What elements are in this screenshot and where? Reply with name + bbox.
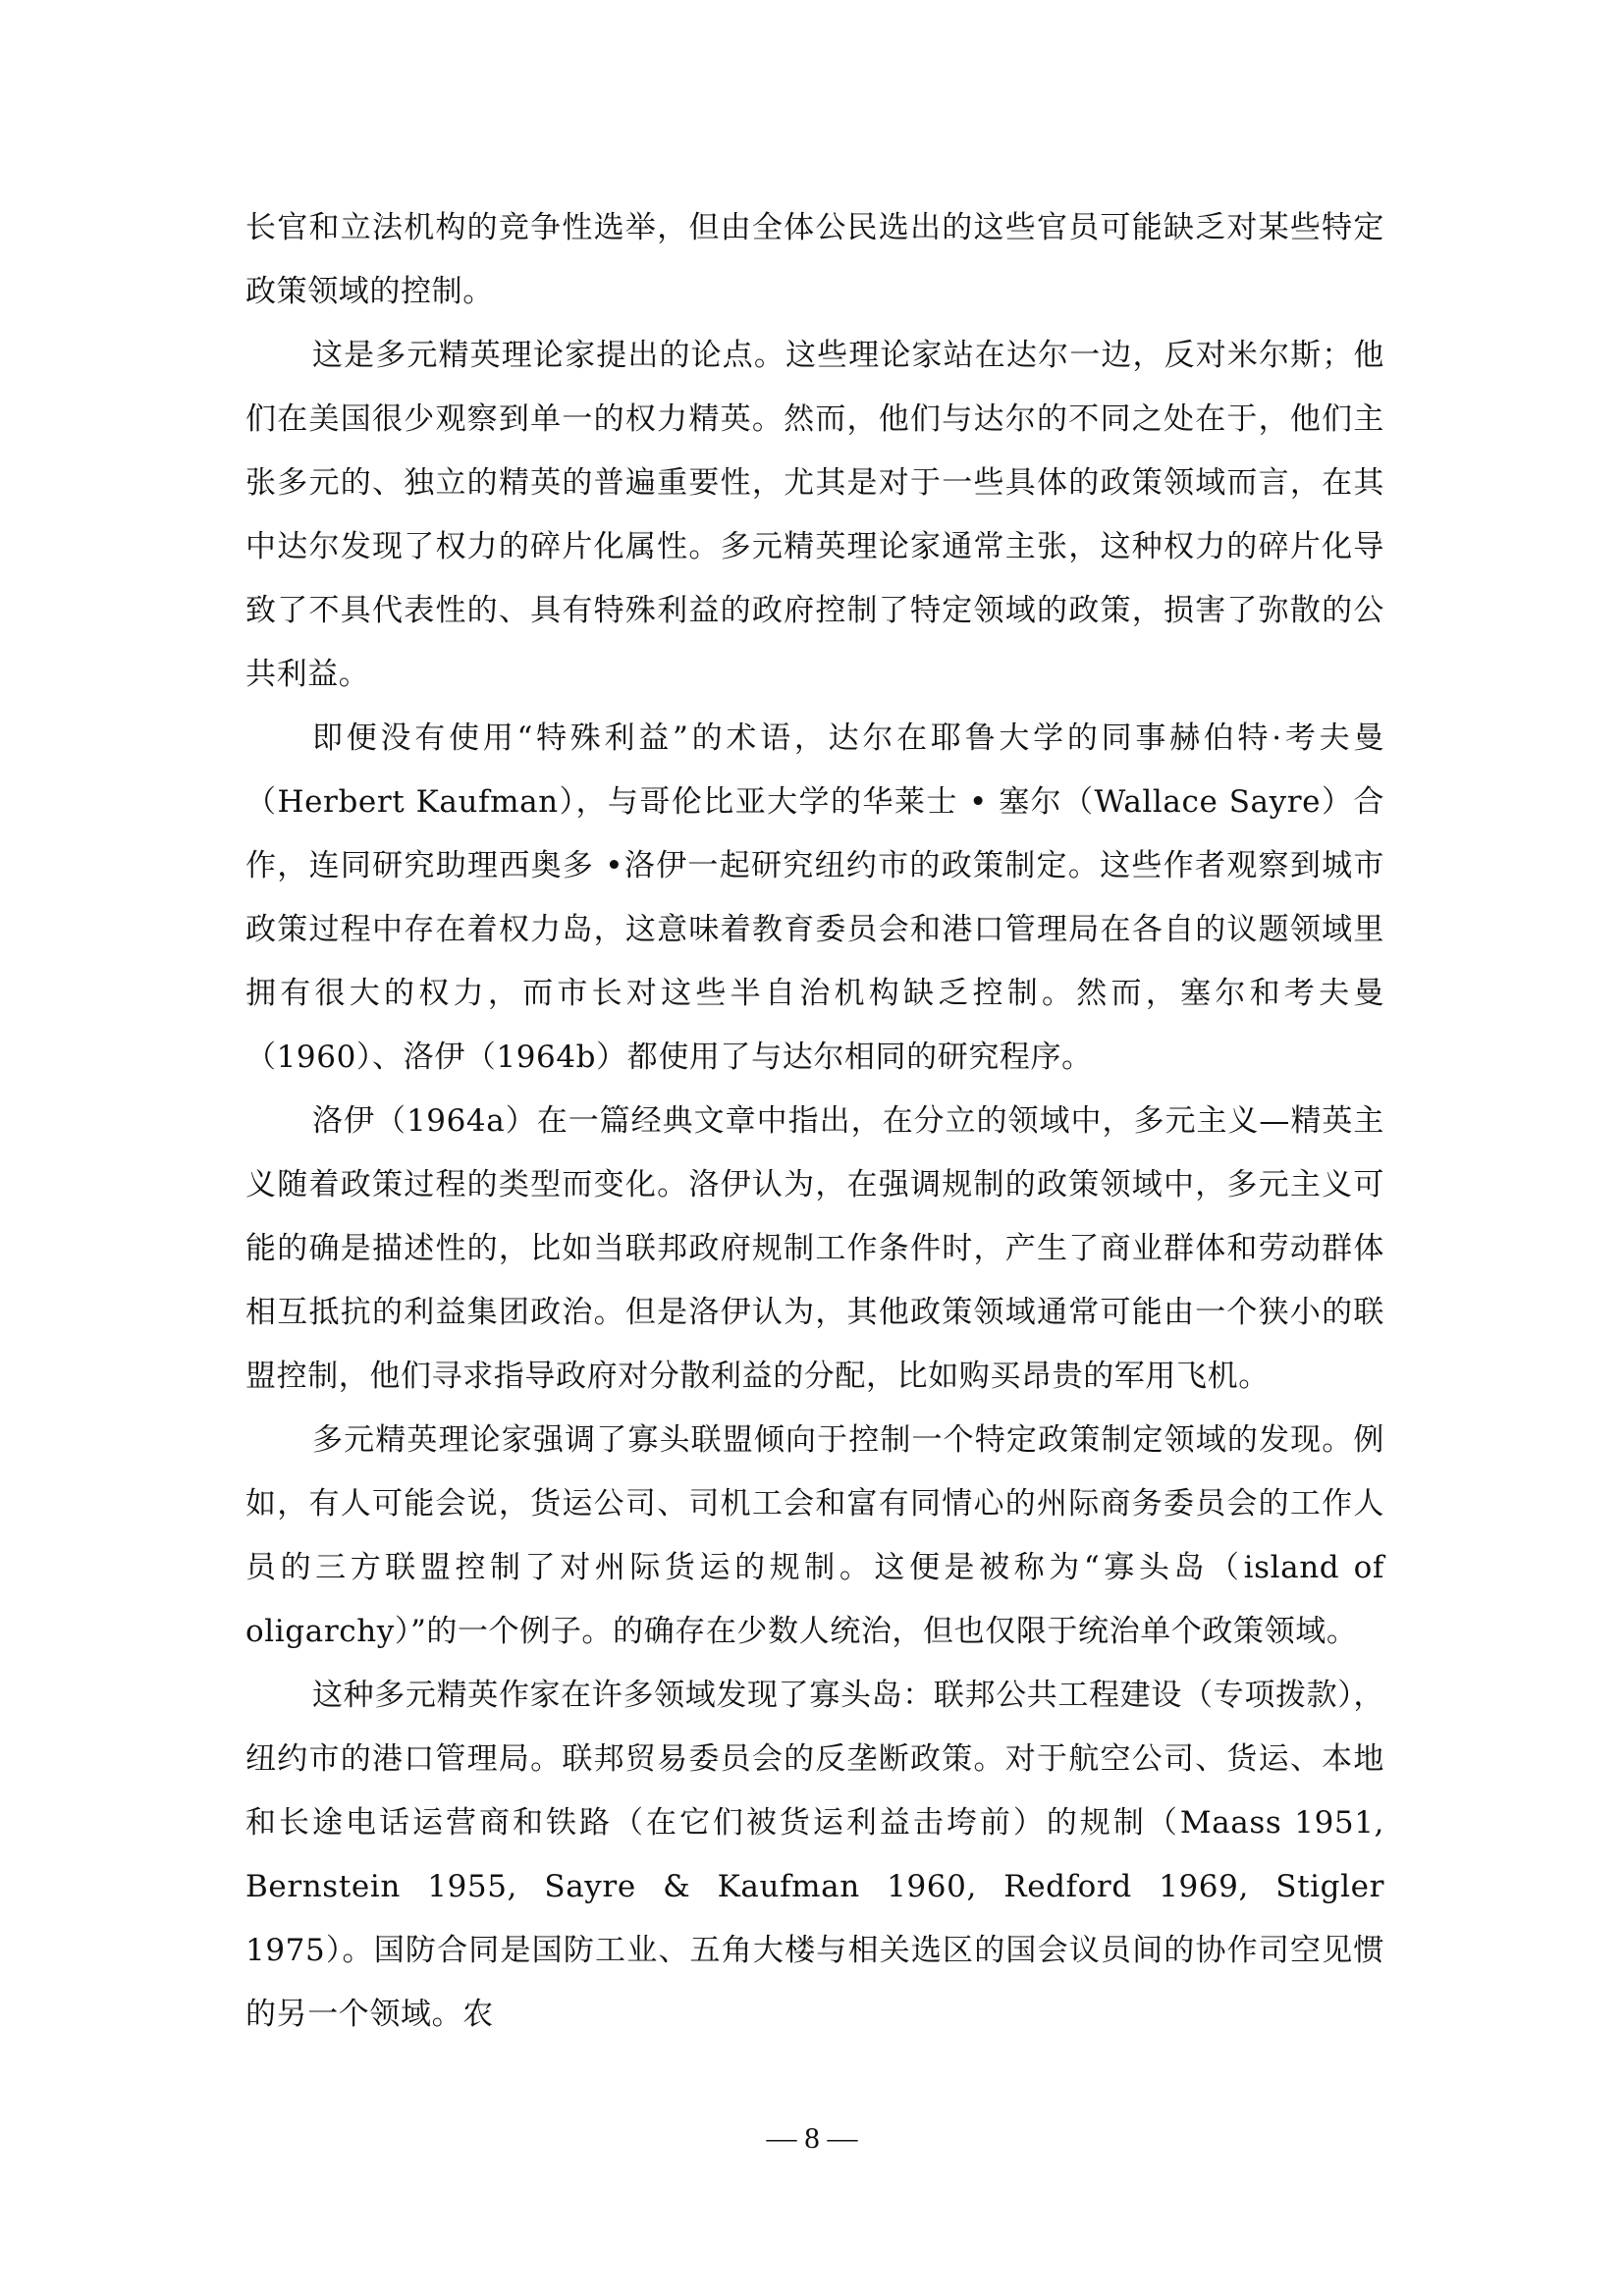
page-number: — 8 — [766,2120,858,2155]
paragraph: 洛伊（1964a）在一篇经典文章中指出，在分立的领域中，多元主义—精英主义随着政策过程的类型而变化。洛伊认为，在强调规制的政策领域中，多元主义可能的确是描述性的，比如当联邦政府规制工作条件时，产生了商业群体和劳动群体相互抵抗的利益集团政治。但是洛伊认为，其他政策领域通常可能由一个狭小的联盟控制，他们寻求指导政府对分散利益的分配，比如购买昂贵的军用飞机。 [245,1103,1384,1394]
paragraph: 即便没有使用“特殊利益”的术语，达尔在耶鲁大学的同事赫伯特·考夫曼（Herbert Kaufman），与哥伦比亚大学的华莱士 • 塞尔（Wallace Sayre）合作，连同研究助理西奥多 •洛伊一起研究纽约市的政策制定。这些作者观察到城市政策过程中存在着权力岛，这意味着教育委员会和港口管理局在各自的议题领域里拥有很大的权力，而市长对这些半自治机构缺乏控制。然而，塞尔和考夫曼（1960）、洛伊（1964b）都使用了与达尔相同的研究程序。 [245,721,1384,1075]
paragraph: 这是多元精英理论家提出的论点。这些理论家站在达尔一边，反对米尔斯；他们在美国很少观察到单一的权力精英。然而，他们与达尔的不同之处在于，他们主张多元的、独立的精英的普遍重要性，尤其是对于一些具体的政策领域而言，在其中达尔发现了权力的碎片化属性。多元精英理论家通常主张，这种权力的碎片化导致了不具代表性的、具有特殊利益的政府控制了特定领域的政策，损害了弥散的公共利益。 [245,338,1384,692]
paragraph: 这种多元精英作家在许多领域发现了寡头岛：联邦公共工程建设（专项拨款），纽约市的港口管理局。联邦贸易委员会的反垄断政策。对于航空公司、货运、本地和长途电话运营商和铁路（在它们被货运利益击垮前）的规制（Maass 1951, Bernstein 1955, Sayre & Kaufman 1960, Redford 1969, Stigler 1975）。国防合同是国防工业、五角大楼与相关选区的国会议员间的协作司空见惯的另一个领域。农 [245,1678,1384,2032]
paragraph-continuation: 长官和立法机构的竞争性选举，但由全体公民选出的这些官员可能缺乏对某些特定政策领域的控制。 [245,210,1384,309]
paragraph: 多元精英理论家强调了寡头联盟倾向于控制一个特定政策制定领域的发现。例如，有人可能会说，货运公司、司机工会和富有同情心的州际商务委员会的工作人员的三方联盟控制了对州际货运的规制。这便是被称为“寡头岛（island of oligarchy）”的一个例子。的确存在少数人统治，但也仅限于统治单个政策领域。 [245,1422,1384,1649]
body-text [245,196,1384,2047]
